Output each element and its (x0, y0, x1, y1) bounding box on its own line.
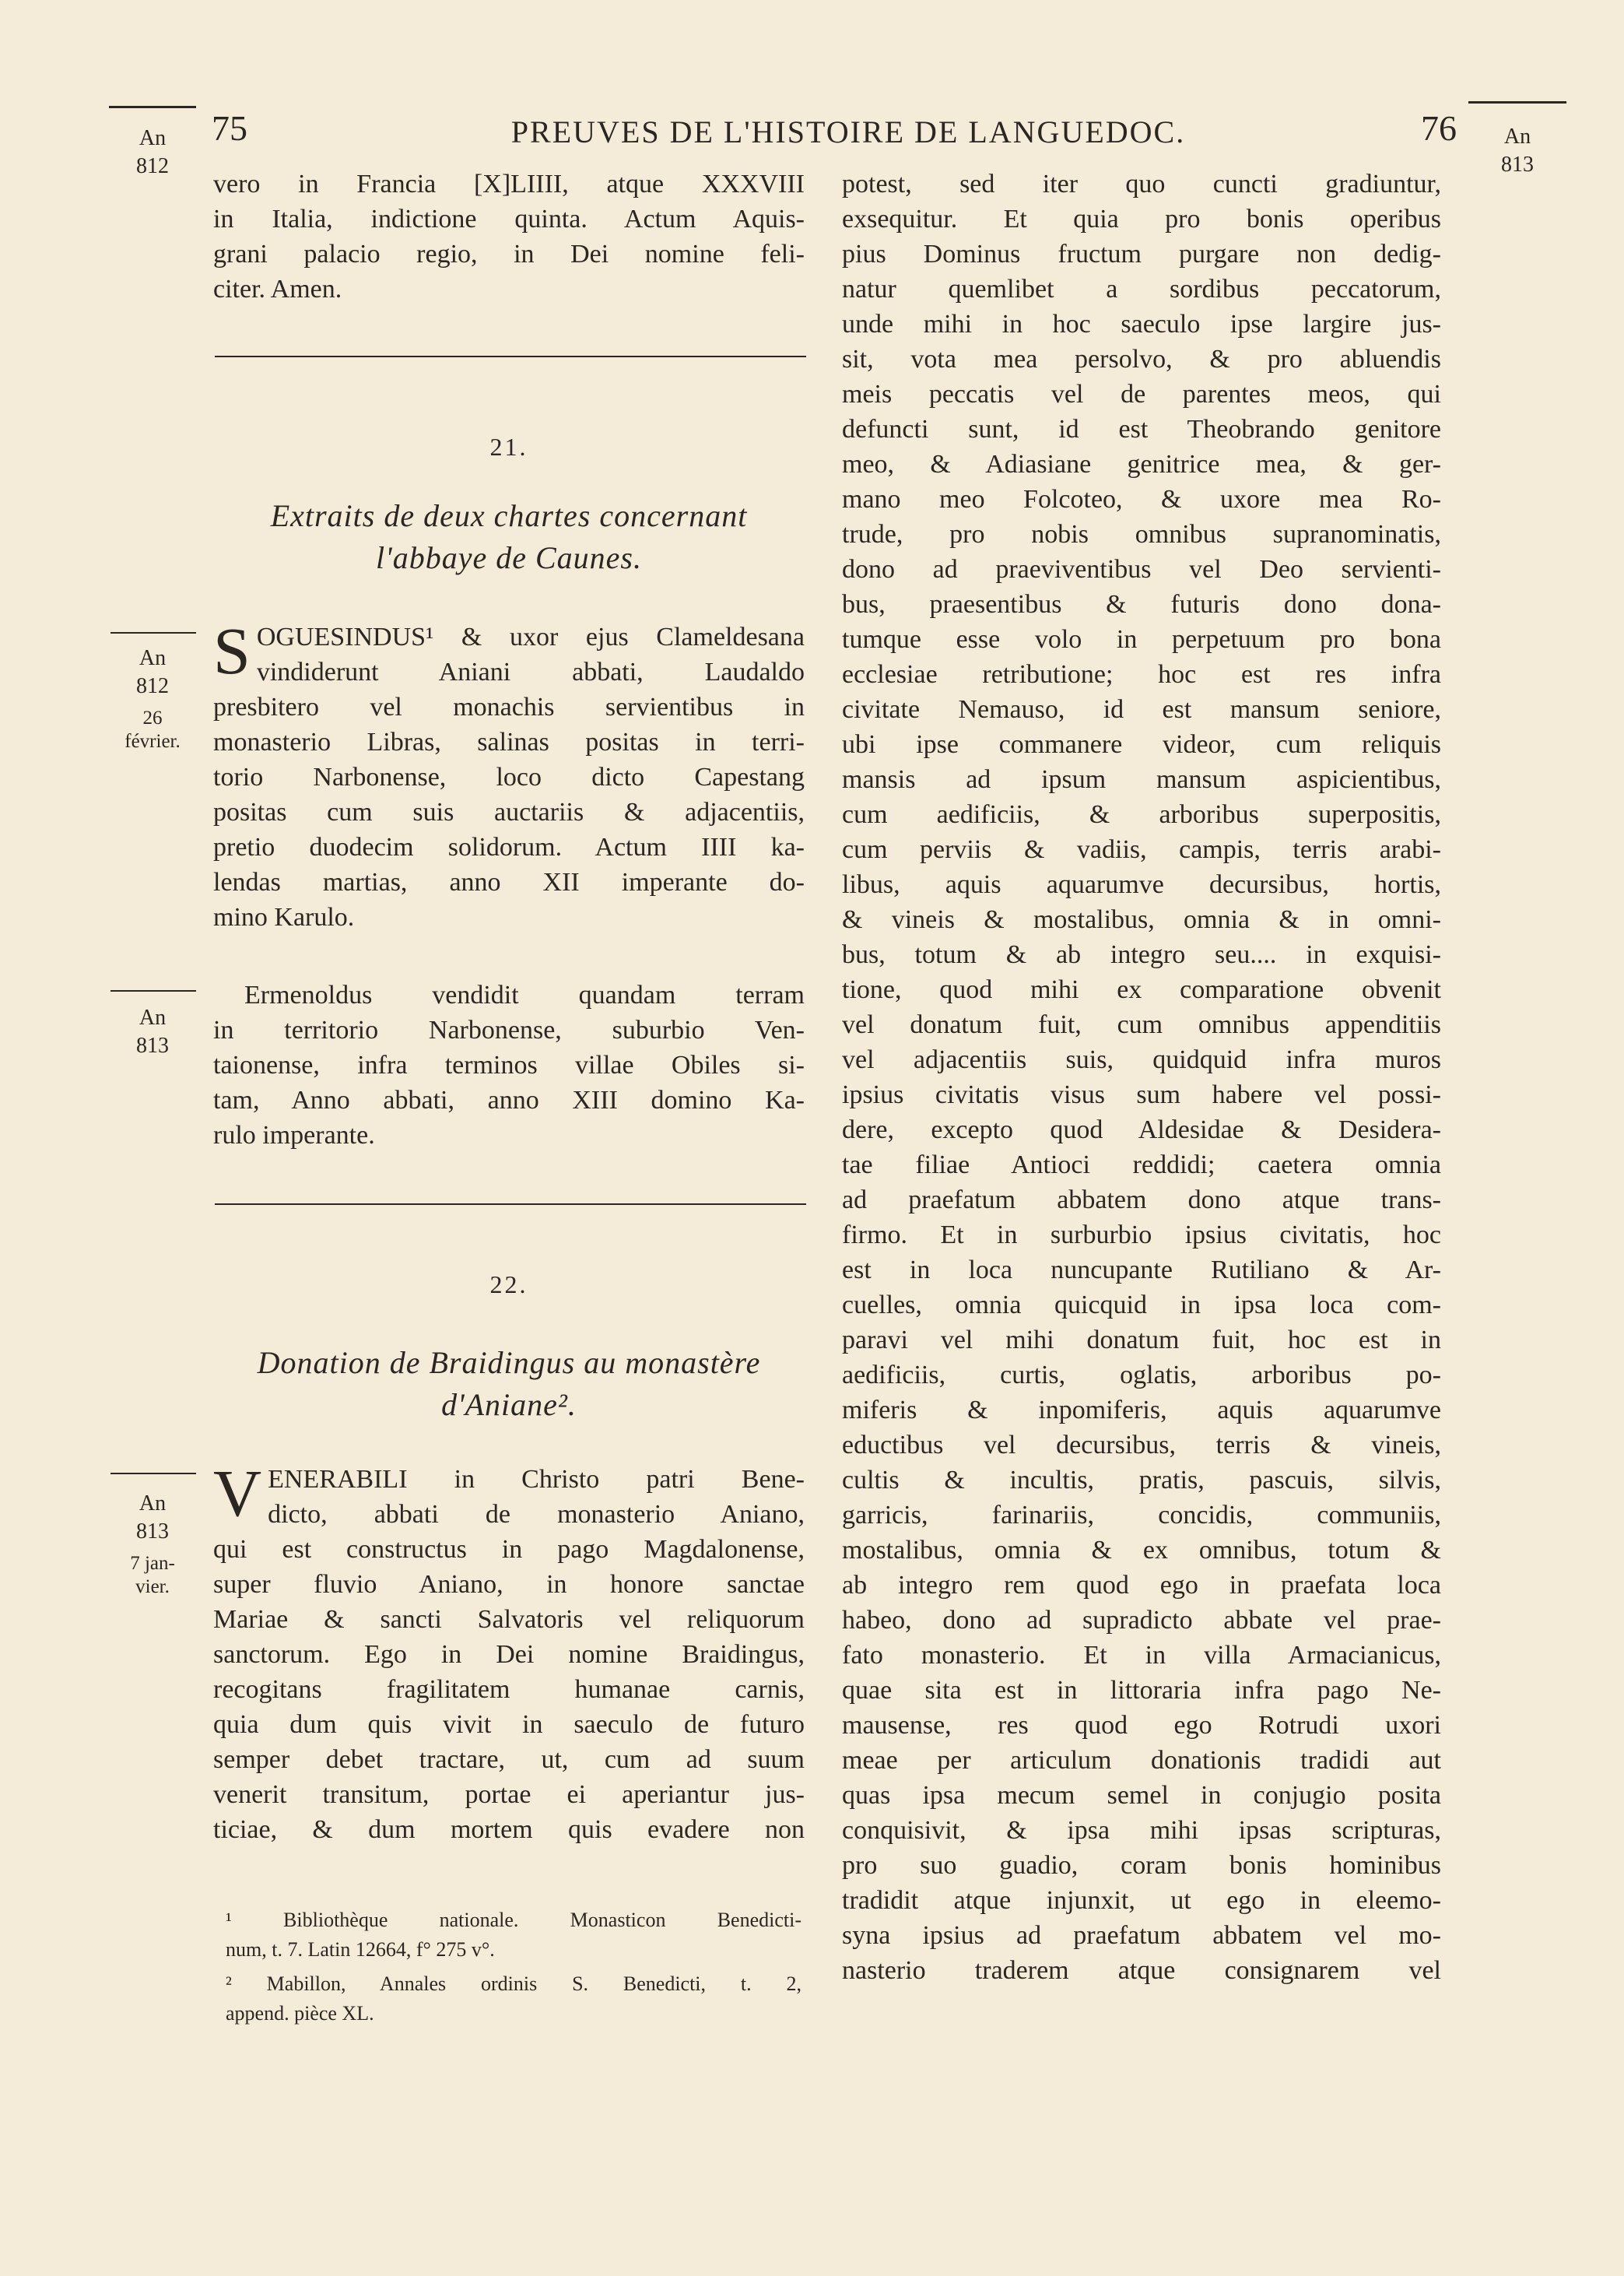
title-line: d'Aniane². (441, 1387, 577, 1422)
text-line: fato monasterio. Et in villa Armacianicus, (842, 1641, 1441, 1670)
text-line: monasterio Libras, salinas positas in terri- (213, 728, 805, 757)
text-line: mostalibus, omnia & ex omnibus, totum & (842, 1536, 1441, 1565)
text-line: & vineis & mostalibus, omnia & in omni- (842, 905, 1441, 934)
text-line: ad praefatum abbatem dono atque trans- (842, 1185, 1441, 1214)
margin-year: An (1503, 125, 1531, 149)
text-line: cuelles, omnia quicquid in ipsa loca com- (842, 1291, 1441, 1319)
text-line: semper debet tractare, ut, cum ad suum (213, 1745, 805, 1774)
text-line: civitate Nemauso, id est mansum seniore, (842, 695, 1441, 724)
text-line: sit, vota mea persolvo, & pro abluendis (842, 345, 1441, 374)
text-line: Ermenoldus vendidit quandam terram (244, 981, 805, 1010)
footnote-line: ² Mabillon, Annales ordinis S. Benedicti, t. 2, (226, 1972, 801, 1995)
margin-year: An (139, 1491, 167, 1516)
text-line: trude, pro nobis omnibus supranominatis, (842, 520, 1441, 549)
text-line: garricis, farinariis, concidis, communiis, (842, 1501, 1441, 1530)
margin-note-3 (120, 1490, 185, 1599)
margin-rule-3 (110, 1473, 196, 1474)
footnote-line: num, t. 7. Latin 12664, f° 275 v°. (226, 1938, 495, 1961)
text-line: quia dum quis vivit in saeculo de futuro (213, 1710, 805, 1739)
title-line: Extraits de deux chartes concernant (270, 498, 748, 533)
section-title-22 (213, 1342, 805, 1426)
margin-year: An (139, 126, 167, 150)
page-number-left: 75 (212, 108, 247, 148)
text-line: bus, praesentibus & futuris dono dona- (842, 590, 1441, 619)
footnote-line: append. pièce XL. (226, 2002, 374, 2025)
text-line: cultis & incultis, pratis, pascuis, silvis, (842, 1466, 1441, 1495)
title-line: Donation de Braidingus au monastère (257, 1345, 761, 1380)
text-line: ab integro rem quod ego in praefata loca (842, 1571, 1441, 1600)
margin-day: 26 (142, 708, 163, 729)
text-line: syna ipsius ad praefatum abbatem vel mo- (842, 1921, 1441, 1950)
section-number-22: 22. (489, 1270, 528, 1298)
text-line: vel donatum fuit, cum omnibus appenditiis (842, 1010, 1441, 1039)
margin-note-top-left (120, 125, 185, 181)
text-line: dere, excepto quod Aldesidae & Desidera- (842, 1115, 1441, 1144)
drop-cap: S (213, 613, 251, 688)
text-line: taionense, infra terminos villae Obiles si- (213, 1051, 805, 1080)
text-line: in Italia, indictione quinta. Actum Aquis- (213, 205, 805, 234)
text-line: quae sita est in littoraria infra pago Ne- (842, 1676, 1441, 1705)
text-line: cum perviis & vadiis, campis, terris arabi- (842, 835, 1441, 864)
text-line: bus, totum & ab integro seu.... in exquisi- (842, 940, 1441, 969)
text-line: in territorio Narbonense, suburbio Ven- (213, 1016, 805, 1045)
text-line: potest, sed iter quo cuncti gradiuntur, (842, 170, 1441, 198)
text-line: nasterio traderem atque consignarem vel (842, 1956, 1441, 1985)
text-line: tione, quod mihi ex comparatione obvenit (842, 975, 1441, 1004)
text-line: cum aedificiis, & arboribus superpositis, (842, 800, 1441, 829)
text-line: vero in Francia [X]LIIII, atque XXXVIII (213, 170, 805, 198)
text-line: torio Narbonense, loco dicto Capestang (213, 763, 805, 792)
text-line: pius Dominus fructum purgare non dedig- (842, 240, 1441, 269)
section-divider-2 (215, 1203, 806, 1205)
margin-number: 812 (136, 674, 169, 698)
text-line: super fluvio Aniano, in honore sanctae (213, 1570, 805, 1599)
text-line: miferis & inpomiferis, aquis aquarumve (842, 1396, 1441, 1424)
text-line: mansis ad ipsum mansum aspicientibus, (842, 765, 1441, 794)
margin-note-top-right (1485, 123, 1550, 179)
text-line: habeo, dono ad supradicto abbate vel prae- (842, 1606, 1441, 1635)
text-line: tumque esse volo in perpetuum pro bona (842, 625, 1441, 654)
margin-number: 813 (136, 1519, 169, 1544)
text-line: sanctorum. Ego in Dei nomine Braidingus, (213, 1640, 805, 1669)
text-line: positas cum suis auctariis & adjacentiis, (213, 798, 805, 827)
margin-month: février. (125, 731, 181, 752)
text-line: mino Karulo. (213, 903, 355, 932)
text-line: Mariae & sancti Salvatoris vel reliquorum (213, 1605, 805, 1634)
margin-rule-1 (110, 632, 196, 634)
text-line: recogitans fragilitatem humanae carnis, (213, 1675, 805, 1704)
margin-note-1 (120, 645, 185, 753)
text-line: rulo imperante. (213, 1121, 375, 1150)
text-line: defuncti sunt, id est Theobrando genitore (842, 415, 1441, 444)
text-line: ticiae, & dum mortem quis evadere non (213, 1815, 805, 1844)
text-line: mausense, res quod ego Rotrudi uxori (842, 1711, 1441, 1740)
text-line: quas ipsa mecum semel in conjugio posita (842, 1781, 1441, 1810)
text-line: citer. Amen. (213, 275, 342, 304)
margin-number: 813 (136, 1034, 169, 1058)
text-line: OGUESINDUS¹ & uxor ejus Clameldesana (256, 623, 805, 652)
text-line: dono ad praeviventibus vel Deo servienti- (842, 555, 1441, 584)
text-line: aedificiis, curtis, oglatis, arboribus po- (842, 1361, 1441, 1389)
text-line: dicto, abbati de monasterio Aniano, (268, 1500, 805, 1529)
text-line: tradidit atque injunxit, ut ego in eleemo- (842, 1886, 1441, 1915)
section-number-21: 21. (489, 433, 528, 461)
text-line: est in loca nuncupante Rutiliano & Ar- (842, 1256, 1441, 1284)
margin-month: vier. (135, 1576, 170, 1597)
footnotes (226, 1905, 801, 2028)
margin-rule-2 (110, 990, 196, 992)
text-line: pretio duodecim solidorum. Actum IIII ka- (213, 833, 805, 862)
text-line: exsequitur. Et quia pro bonis operibus (842, 205, 1441, 234)
text-line: natur quemlibet a sordibus peccatorum, (842, 275, 1441, 304)
title-line: l'abbaye de Caunes. (376, 540, 642, 575)
section-21-paragraph-2 (213, 978, 805, 1153)
margin-year: An (139, 1006, 167, 1030)
header-rule-right (1468, 101, 1566, 104)
text-line: grani palacio regio, in Dei nomine feli- (213, 240, 805, 269)
header-rule-left (109, 106, 196, 108)
margin-year: An (139, 646, 167, 670)
text-line: venerit transitum, portae ei aperiantur jus- (213, 1780, 805, 1809)
footnote-line: ¹ Bibliothèque nationale. Monasticon Benedicti- (226, 1909, 801, 1931)
text-line: ipsius civitatis visus sum habere vel possi- (842, 1080, 1441, 1109)
section-divider-1 (215, 356, 806, 357)
text-line: tae filiae Antioci reddidi; caetera omnia (842, 1150, 1441, 1179)
text-line: mano meo Folcoteo, & uxore mea Ro- (842, 485, 1441, 514)
text-line: lendas martias, anno XII imperante do- (213, 868, 805, 897)
text-line: ubi ipse commanere videor, cum reliquis (842, 730, 1441, 759)
text-line: qui est constructus in pago Magdalonense, (213, 1535, 805, 1564)
text-line: meo, & Adiasiane genitrice mea, & ger- (842, 450, 1441, 479)
margin-number: 812 (136, 154, 169, 178)
running-head: PREUVES DE L'HISTOIRE DE LANGUEDOC. (510, 114, 1186, 149)
text-line: libus, aquis aquarumve decursibus, hortis, (842, 870, 1441, 899)
margin-note-2 (120, 1004, 185, 1060)
left-column-intro (213, 167, 805, 307)
text-line: meae per articulum donationis tradidi aut (842, 1746, 1441, 1775)
text-line: vindiderunt Aniani abbati, Laudaldo (256, 658, 805, 687)
text-line: vel adjacentiis suis, quidquid infra muros (842, 1045, 1441, 1074)
text-line: eductibus vel decursibus, terris & vineis, (842, 1431, 1441, 1459)
text-line: ENERABILI in Christo patri Bene- (268, 1465, 805, 1494)
section-22-body (213, 1456, 805, 1847)
drop-cap: V (213, 1456, 262, 1530)
text-line: ecclesiae retributione; hoc est res infra (842, 660, 1441, 689)
text-line: unde mihi in hoc saeculo ipse largire jus- (842, 310, 1441, 339)
page-number-right: 76 (1421, 108, 1457, 148)
section-title-21 (213, 495, 805, 579)
text-line: presbitero vel monachis servientibus in (213, 693, 805, 722)
text-line: paravi vel mihi donatum fuit, hoc est in (842, 1326, 1441, 1354)
section-21-paragraph-1 (213, 613, 805, 935)
margin-day: 7 jan- (130, 1553, 175, 1574)
text-line: tam, Anno abbati, anno XIII domino Ka- (213, 1086, 805, 1115)
text-line: meis peccatis vel de parentes meos, qui (842, 380, 1441, 409)
text-line: conquisivit, & ipsa mihi ipsas scripturas, (842, 1816, 1441, 1845)
text-line: pro suo guadio, coram bonis hominibus (842, 1851, 1441, 1880)
right-column (842, 167, 1441, 1988)
text-line: firmo. Et in surburbio ipsius civitatis, hoc (842, 1221, 1441, 1249)
margin-number: 813 (1501, 153, 1534, 177)
